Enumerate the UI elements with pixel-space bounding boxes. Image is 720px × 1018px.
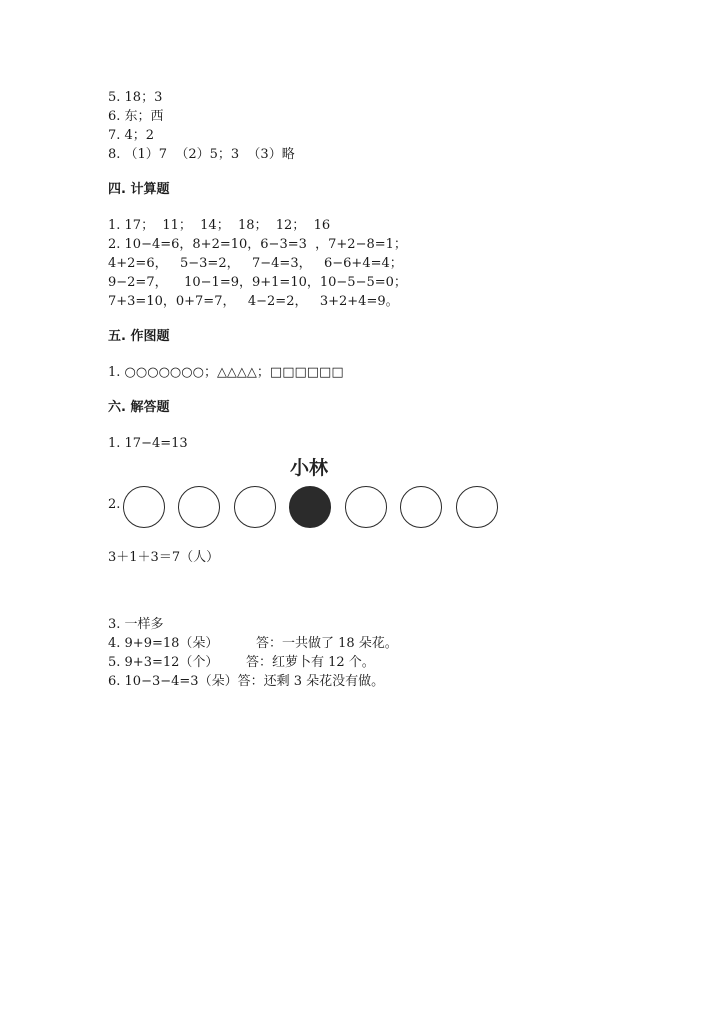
- calc-line-4: 9−2=7， 10−1=9，9+1=10，10−5−5=0；: [108, 275, 407, 290]
- problem-answer-1: 1. 17−4=13: [108, 436, 188, 451]
- calc-line-3: 4+2=6， 5−3=2， 7−4=3， 6−6+4=4；: [108, 256, 403, 271]
- person-circle: [400, 486, 442, 528]
- xiaolin-circle: [289, 486, 331, 528]
- section-title-word-problems: 六. 解答题: [108, 400, 170, 415]
- answer-8: 8. （1）7 （2）5；3 （3）略: [108, 147, 295, 162]
- person-circle: [345, 486, 387, 528]
- problem-5-calc: 5. 9+3=12（个）: [108, 655, 219, 670]
- calc-line-1: 1. 17； 11； 14； 18； 12； 16: [108, 218, 331, 233]
- people-circles-row: [123, 486, 503, 530]
- answer-6: 6. 东；西: [108, 109, 164, 124]
- problem-5-answer: 答：红萝卜有 12 个。: [246, 655, 375, 670]
- problem-2-label: 2.: [108, 497, 121, 512]
- answer-7: 7. 4；2: [108, 128, 155, 143]
- drawing-answer-1: 1. ○○○○○○○；△△△△；□□□□□□: [108, 365, 344, 380]
- person-circle: [123, 486, 165, 528]
- problem-4-calc: 4. 9+9=18（朵）: [108, 636, 219, 651]
- answer-5: 5. 18；3: [108, 90, 163, 105]
- calc-line-2: 2. 10−4=6，8+2=10，6−3=3 ，7+2−8=1；: [108, 237, 407, 252]
- person-circle: [456, 486, 498, 528]
- section-title-calculation: 四. 计算题: [108, 182, 170, 197]
- person-circle: [178, 486, 220, 528]
- problem-2-answer: 3＋1＋3＝7（人）: [108, 550, 220, 565]
- problem-4-answer: 答：一共做了 18 朵花。: [256, 636, 398, 651]
- problem-answer-3: 3. 一样多: [108, 617, 164, 632]
- calc-line-5: 7+3=10，0+7=7， 4−2=2， 3+2+4=9。: [108, 294, 399, 309]
- section-title-drawing: 五. 作图题: [108, 329, 170, 344]
- problem-answer-6: 6. 10−3−4=3（朵）答：还剩 3 朵花没有做。: [108, 674, 385, 689]
- xiaolin-label: 小林: [290, 457, 329, 479]
- person-circle: [234, 486, 276, 528]
